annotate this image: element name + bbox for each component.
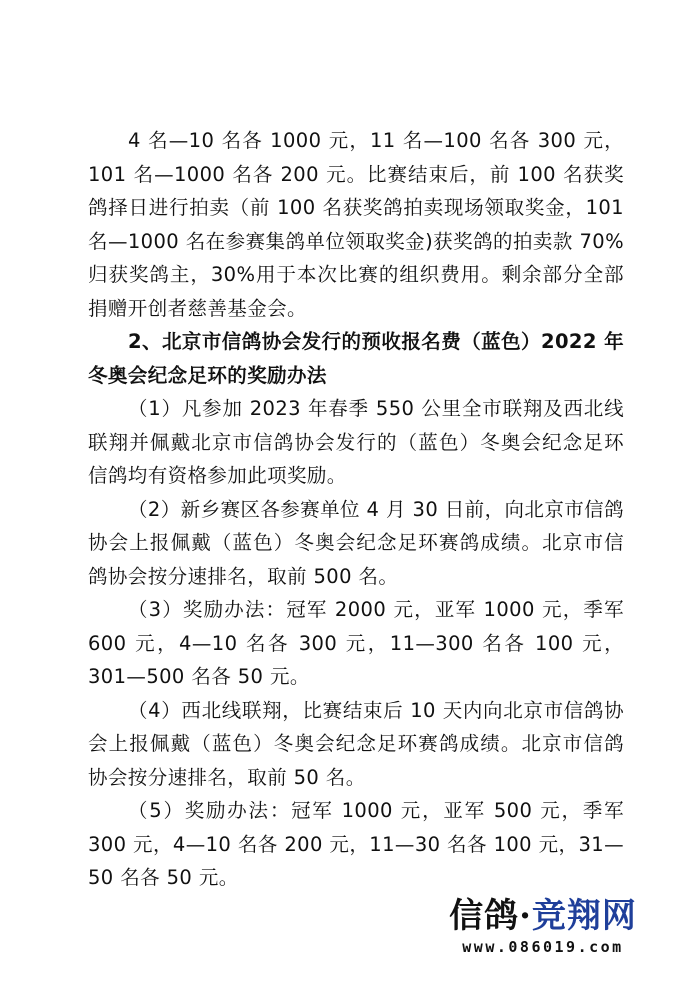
watermark-name-part2: 竞翔网 [531,896,637,936]
watermark-name-part1: 信鸽 [449,896,520,936]
watermark-title [428,896,658,936]
paragraph-item-1: （1）凡参加 2023 年春季 550 公里全市联翔及西北线联翔并佩戴北京市信鸽协会发行的（蓝色）冬奥会纪念足环信鸽均有资格参加此项奖励。 [88,397,624,487]
section-heading-blue-ring: 2、北京市信鸽协会发行的预收报名费（蓝色）2022 年冬奥会纪念足环的奖励办法 [88,330,624,387]
paragraph-item-3: （3）奖励办法：冠军 2000 元，亚军 1000 元，季军 600 元，4—10 名各 300 元，11—300 名各 100 元，301—500 名各 50 元。 [88,598,624,688]
paragraph-prize-list: 4 名—10 名各 1000 元，11 名—100 名各 300 元，101 名—1000 名各 200 元。比赛结束后，前 100 名获奖鸽择日进行拍卖（前 100 名获奖鸽拍卖现场领取奖金，101 名—1000 名在参赛集鸽单位领取奖金)获奖鸽的拍卖款 70%归获奖鸽主，30%用于本次比赛的组织费用。剩余部分全部捐赠开创者慈善基金会。 [88,129,624,320]
paragraph-item-2: （2）新乡赛区各参赛单位 4 月 30 日前，向北京市信鸽协会上报佩戴（蓝色）冬奥会纪念足环赛鸽成绩。北京市信鸽协会按分速排名，取前 500 名。 [88,497,624,588]
site-watermark [428,896,658,966]
watermark-url: www.086019.com [462,938,624,956]
watermark-separator: · [519,896,532,936]
paragraph-item-4: （4）西北线联翔，比赛结束后 10 天内向北京市信鸽协会上报佩戴（蓝色）冬奥会纪念足环赛鸽成绩。北京市信鸽协会按分速排名，取前 50 名。 [88,698,624,789]
document-body [88,124,624,895]
paragraph-item-5: （5）奖励办法：冠军 1000 元，亚军 500 元，季军 300 元，4—10 名各 200 元，11—30 名各 100 元，31—50 名各 50 元。 [88,799,624,889]
